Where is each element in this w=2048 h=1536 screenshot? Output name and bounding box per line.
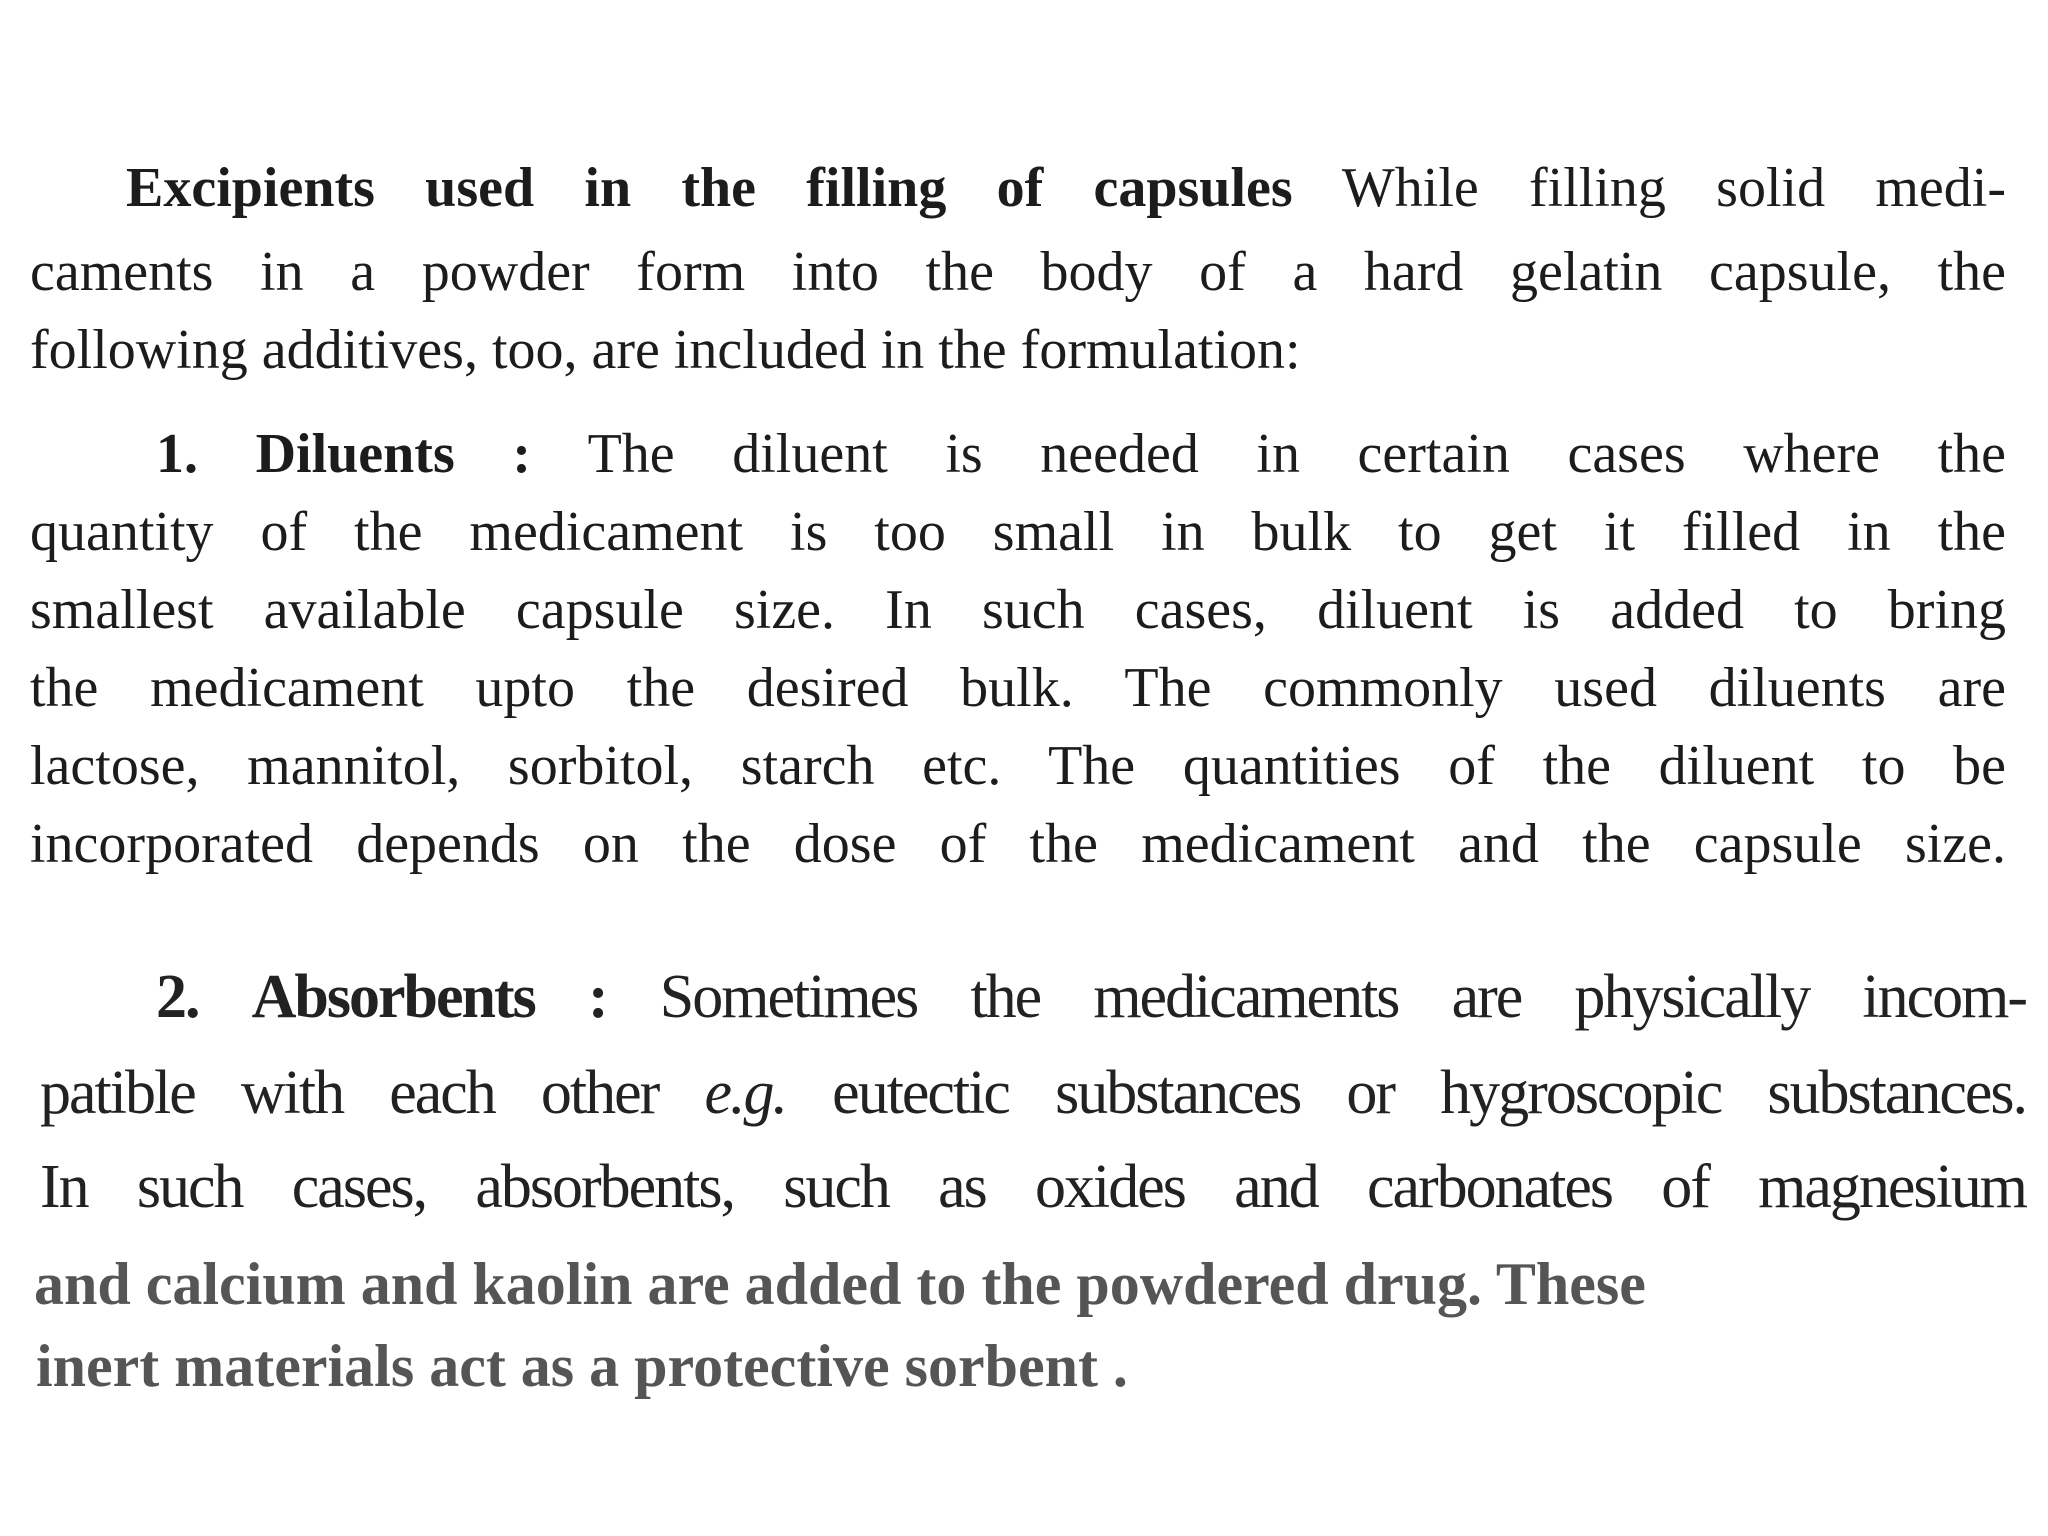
intro-line-1-text: While filling solid medi- [1341,157,2006,219]
intro-line-3: following additives, too, are included in the formulation: [30,319,1301,381]
diluents-title: Diluents [255,423,455,485]
intro-line-1 [126,157,2006,219]
absorbents-line-2-pre: patible with each other [40,1059,659,1127]
diluents-colon: : [512,423,531,485]
diluents-line-5: lactose, mannitol, sorbitol, starch etc. The quantities of the diluent to be [30,735,2006,797]
absorbents-line-2-post: eutectic substances or hygroscopic substances. [832,1059,2027,1127]
intro-heading: Excipients used in the filling of capsules [126,157,1293,219]
intro-line-2: caments in a powder form into the body of a hard gelatin capsule, the [30,241,2006,303]
diluents-line-1 [156,423,2007,485]
absorbents-line-2 [40,1059,2027,1127]
absorbents-title: Absorbents [251,963,535,1031]
diluents-line-6: incorporated depends on the dose of the medicament and the capsule size. [30,813,2006,875]
absorbents-eg: e.g. [704,1059,787,1127]
diluents-line-1-text: The diluent is needed in certain cases where the [587,423,2007,485]
diluents-number: 1. [156,423,198,485]
absorbents-number: 2. [156,963,199,1031]
absorbents-line-5: inert materials act as a protective sorbent . [36,1333,1128,1399]
absorbents-line-1 [156,963,2026,1031]
diluents-line-2: quantity of the medicament is too small in bulk to get it filled in the [30,501,2006,563]
absorbents-line-1-text: Sometimes the medicaments are physically incom- [659,963,2026,1031]
diluents-line-3: smallest available capsule size. In such cases, diluent is added to bring [30,579,2006,641]
absorbents-line-4: and calcium and kaolin are added to the powdered drug. These [34,1251,1646,1317]
diluents-line-4: the medicament upto the desired bulk. The commonly used diluents are [30,657,2006,719]
absorbents-colon: : [587,963,607,1031]
absorbents-line-3: In such cases, absorbents, such as oxides and carbonates of magnesium [40,1153,2026,1221]
